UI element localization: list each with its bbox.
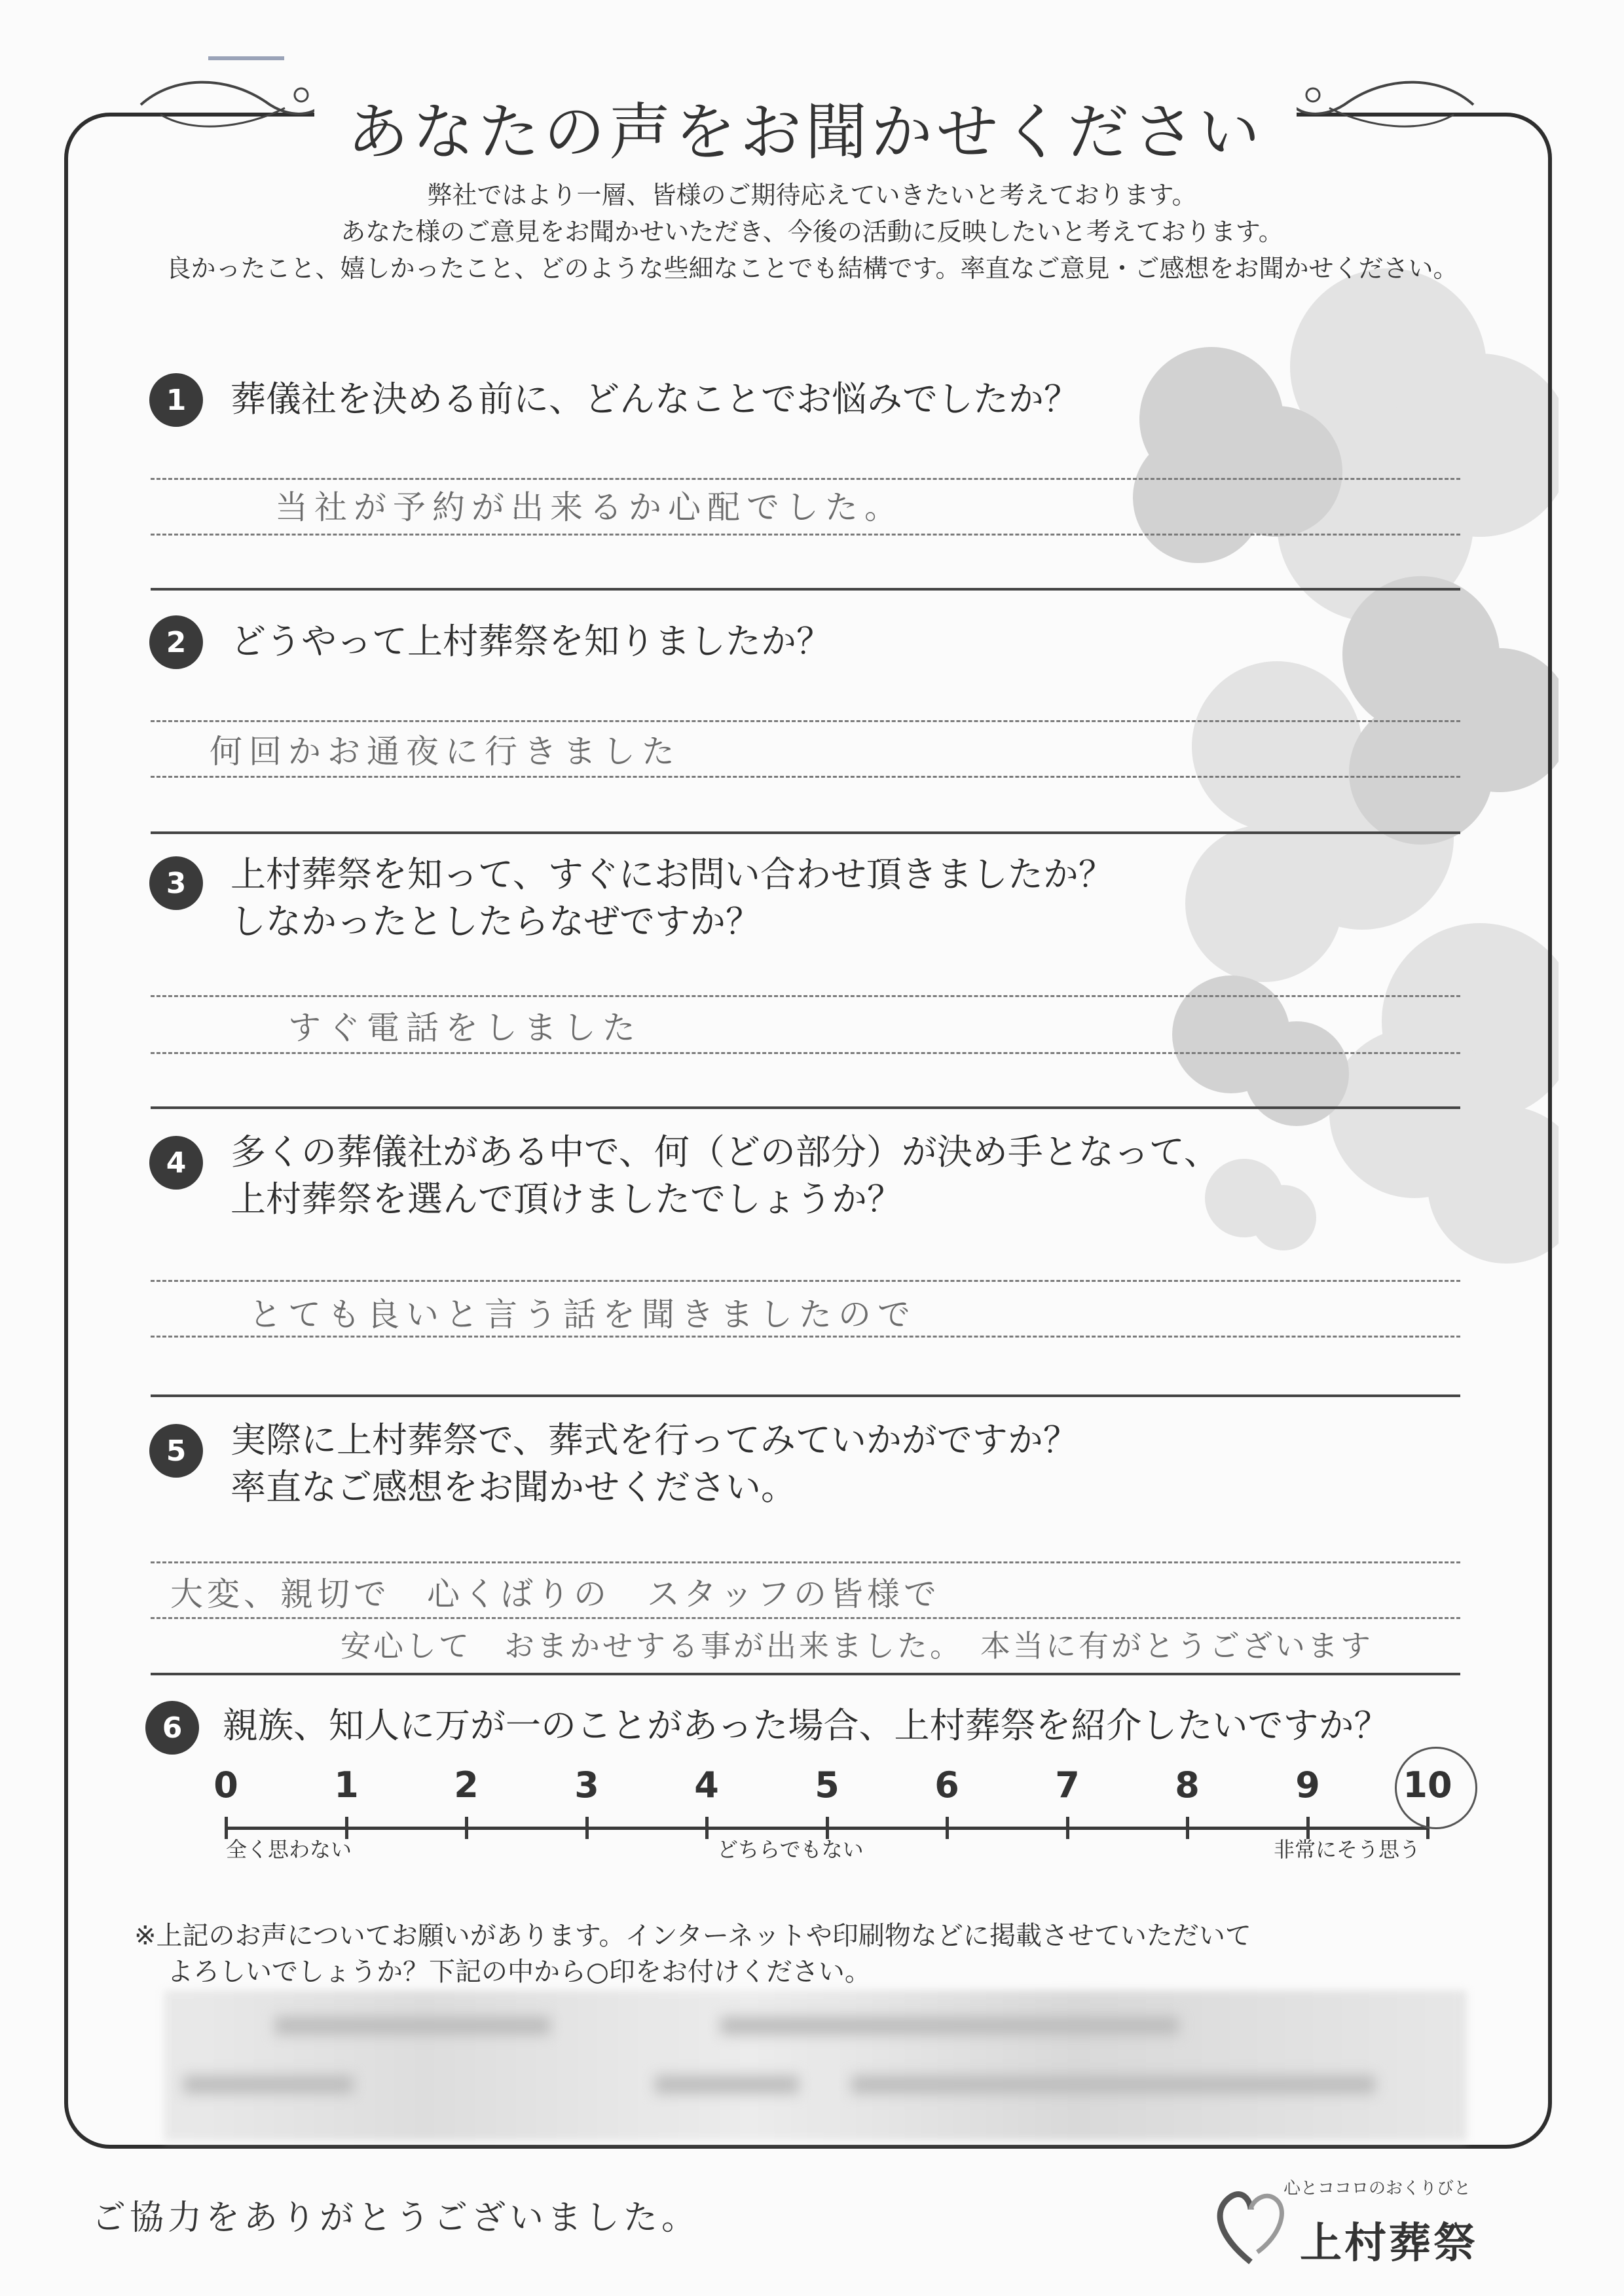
heart-logo-icon [1211,2183,1290,2269]
question-number-badge: 6 [145,1701,199,1755]
section-divider [151,1394,1460,1397]
question-number-badge: 2 [149,615,203,669]
question-number-badge: 1 [149,373,203,427]
thanks-message: ご協力をありがとうございました。 [92,2198,700,2238]
handwritten-answer: 安心して おまかせする事が出来ました。 本当に有がとうございます [341,1628,1373,1664]
answer-guide-line [151,1052,1460,1054]
intro-line: 良かったこと、嬉しかったこと、どのような些細なことでも結構です。率直なご意見・ご感想をお聞かせください。 [166,254,1458,283]
scale-tick [1066,1817,1069,1839]
section-divider [151,1106,1460,1109]
scale-tick-label: 0 [213,1764,238,1806]
answer-guide-line [151,478,1460,480]
question-text: 親族、知人に万が一のことがあった場合、上村葬祭を紹介したいですか？ [223,1705,1390,1746]
answer-guide-line [151,1336,1460,1338]
blurred-consent-options [164,1990,1467,2141]
section-divider [151,831,1460,834]
notice-line: よろしいでしょうか？下記の中から○印をお付けください。 [167,1957,871,1987]
left-flourish-ornament [134,69,331,141]
question-text: 多くの葬儀社がある中で、何（どの部分）が決め手となって、 [231,1131,1219,1173]
logo-tagline: 心とココロのおくりびと [1283,2179,1471,2198]
scale-caption-middle: どちらでもない [717,1837,864,1862]
scale-tick-label: 6 [934,1764,959,1806]
scale-tick [585,1817,589,1839]
page-title: あなたの声をお聞かせください [346,97,1264,168]
section-divider [151,1673,1460,1675]
answer-guide-line [151,1561,1460,1563]
scale-caption-left: 全く思わない [226,1837,352,1862]
question-text: しなかったとしたらなぜですか？ [231,901,761,942]
scale-tick-label: 10 [1403,1764,1452,1806]
handwritten-answer: 大変、親切で 心くばりの スタッフの皆様で [170,1575,940,1613]
answer-guide-line [151,995,1460,997]
intro-line: 弊社ではより一層、皆様のご期待応えていきたいと考えております。 [427,181,1197,210]
answer-guide-line [151,1280,1460,1282]
blurred-text [720,2016,1179,2035]
blurred-text [275,2016,550,2035]
scale-tick [946,1817,949,1839]
scale-tick-label: 3 [574,1764,599,1806]
logo-name: 上村葬祭 [1300,2219,1478,2268]
question-text: 上村葬祭を知って、すぐにお問い合わせ頂きましたか？ [231,854,1114,895]
scale-tick [705,1817,709,1839]
scale-caption-right: 非常にそう思う [1274,1837,1421,1862]
answer-guide-line [151,534,1460,536]
right-flourish-ornament [1283,69,1480,141]
handwritten-answer: 何回かお通夜に行きました [210,733,681,771]
handwritten-answer: すぐ電話をしました [288,1009,642,1047]
question-number-badge: 3 [149,856,203,910]
scale-tick-label: 1 [334,1764,359,1806]
handwritten-answer: とても良いと言う話を聞きましたので [249,1296,917,1334]
handwritten-answer: 当社が予約が出来るか心配でした。 [275,488,904,526]
selected-rating-circle [1395,1747,1477,1829]
question-number-badge: 4 [149,1136,203,1190]
scale-tick-label: 9 [1295,1764,1320,1806]
question-number-badge: 5 [149,1424,203,1478]
section-divider [151,588,1460,591]
blurred-text [183,2075,354,2094]
notice-line: ※上記のお声についてお願いがあります。インターネットや印刷物などに掲載させていただいて [134,1921,1251,1951]
header-tab-accent [208,56,284,60]
scale-tick [1186,1817,1189,1839]
blurred-text [851,2075,1375,2094]
question-text: 実際に上村葬祭で、葬式を行ってみていかがですか？ [231,1419,1079,1461]
scale-tick-label: 5 [815,1764,840,1806]
scale-tick-label: 7 [1055,1764,1080,1806]
intro-text [144,177,1480,287]
question-text: 上村葬祭を選んで頂けましたでしょうか？ [231,1178,902,1220]
answer-guide-line [151,1617,1460,1619]
question-text: 葬儀社を決める前に、どんなことでお悩みでしたか？ [231,378,1079,420]
question-text: どうやって上村葬祭を知りましたか？ [231,621,832,662]
scale-tick-label: 2 [454,1764,479,1806]
scale-tick-label: 4 [694,1764,719,1806]
scale-tick [465,1817,468,1839]
question-text: 率直なご感想をお聞かせください。 [231,1467,796,1508]
intro-line: あなた様のご意見をお聞かせいただき、今後の活動に反映したいと考えております。 [341,217,1283,246]
answer-guide-line [151,776,1460,778]
blurred-text [655,2075,799,2094]
answer-guide-line [151,720,1460,722]
scale-tick-label: 8 [1175,1764,1200,1806]
